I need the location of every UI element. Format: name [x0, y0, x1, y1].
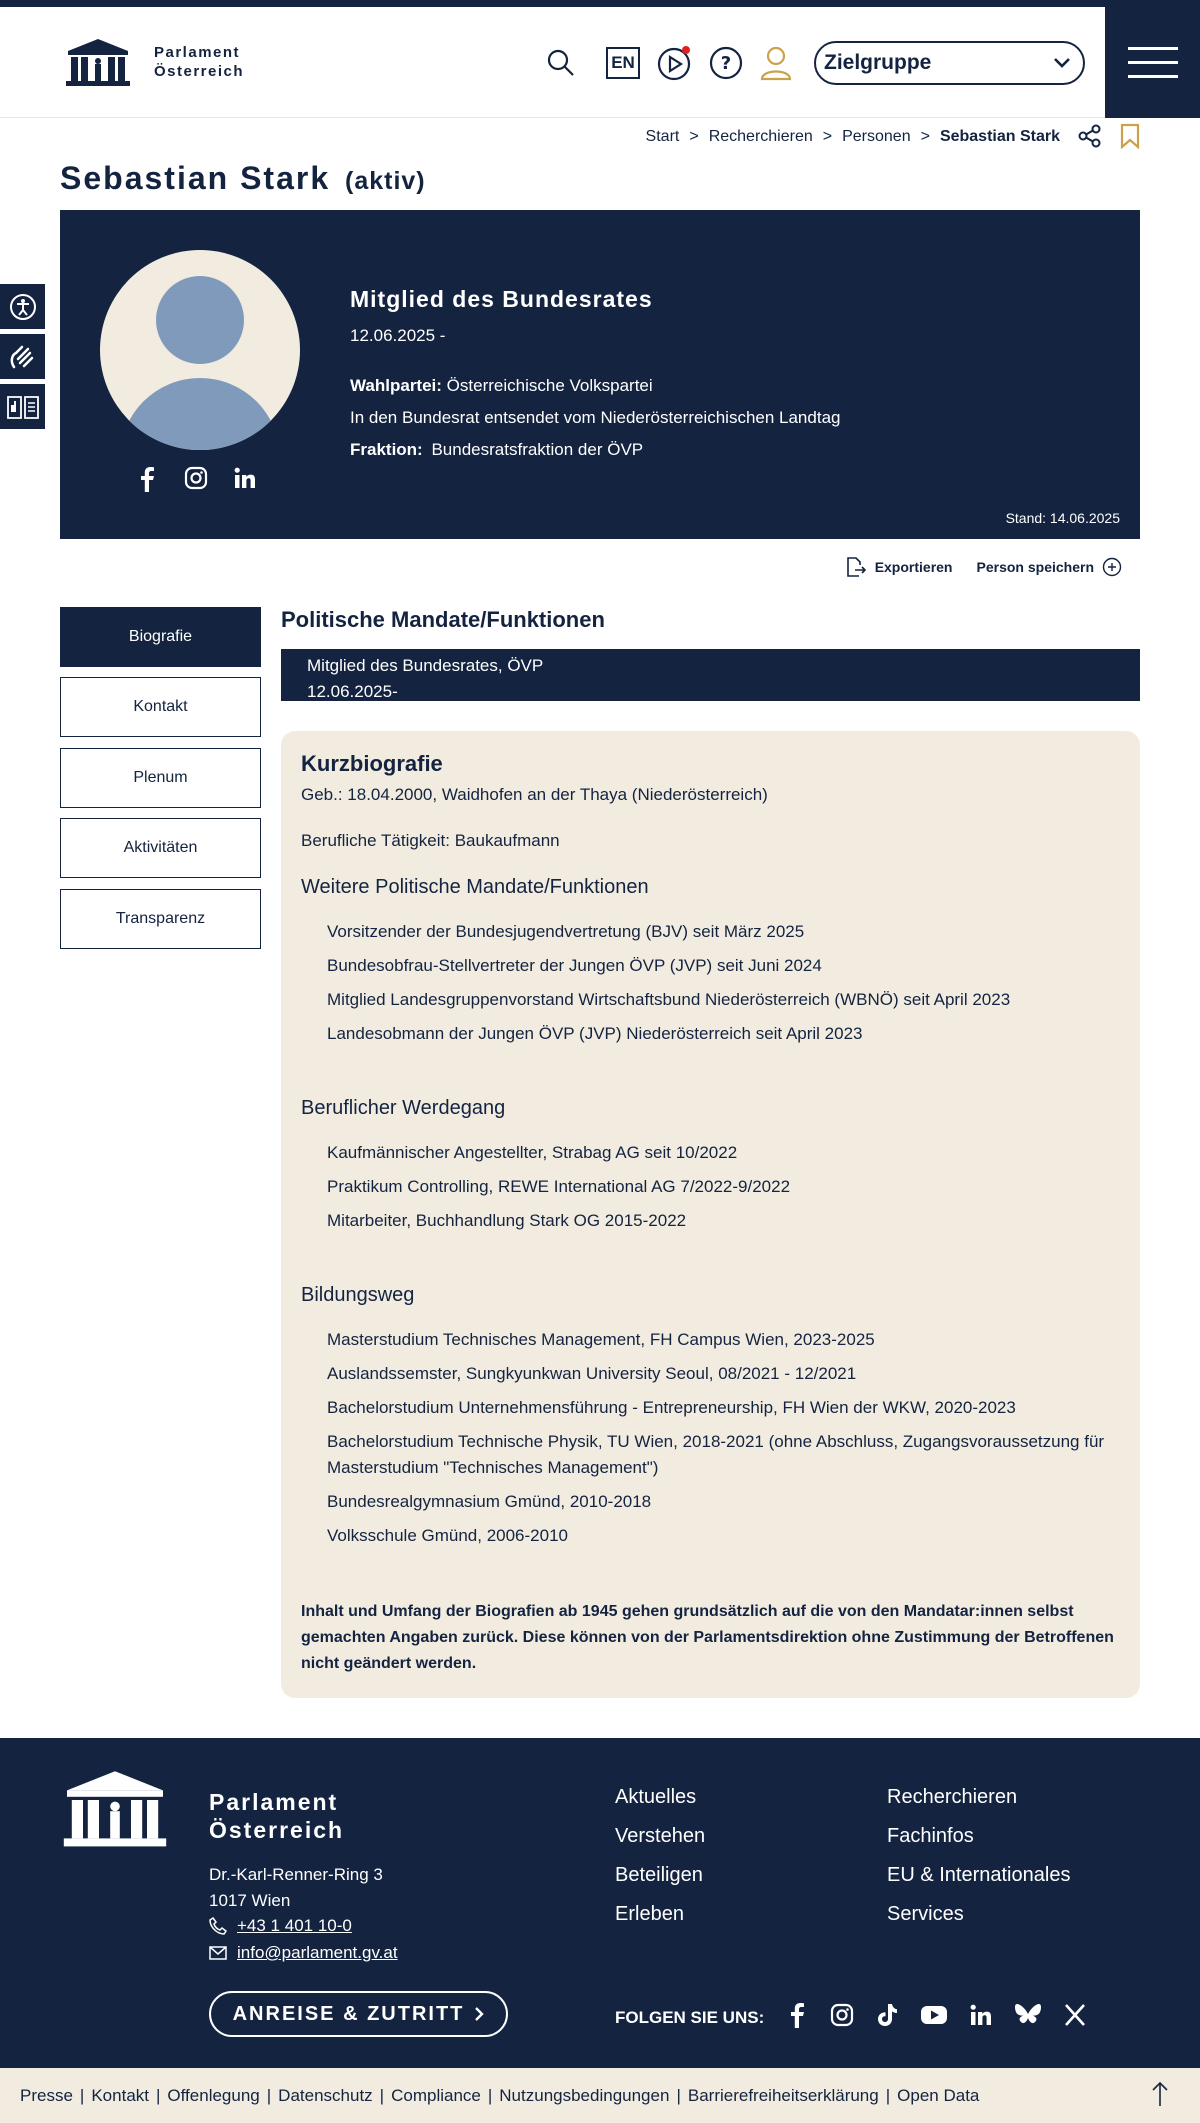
bio-disclaimer: Inhalt und Umfang der Biografien ab 1945 gehen grundsätzlich auf die von den Mandatar:innen selbst gemachten Angaben zurück. Diese können von der Parlamentsdirektion ohne Zustimmung der Betroffenen nicht geändert werden. [301, 1603, 1114, 1672]
breadcrumb-personen[interactable]: Personen [842, 128, 911, 145]
separator: | [379, 2085, 385, 2105]
mandate-date: 12.06.2025- [307, 682, 398, 701]
bildung-heading: Bildungsweg [301, 1284, 415, 1306]
save-person-button[interactable] [977, 557, 1123, 577]
list-item: Mitglied Landesgruppenvorstand Wirtschaftsbund Niederösterreich (WBNÖ) seit April 2023 [327, 990, 1011, 1009]
page-title [60, 160, 426, 197]
tab-kontakt[interactable]: Kontakt [60, 677, 261, 737]
werdegang-heading: Beruflicher Werdegang [301, 1097, 506, 1119]
chevron-right-icon [474, 2006, 484, 2022]
breadcrumb-recherchieren[interactable]: Recherchieren [708, 128, 813, 145]
list-item: Auslandssemster, Sungkyunkwan University Seoul, 08/2021 - 12/2021 [327, 1364, 857, 1383]
person-name: Sebastian Stark [60, 160, 331, 196]
phone-icon [209, 1917, 227, 1935]
profile-stand: Stand: 14.06.2025 [1005, 510, 1120, 526]
search-icon [546, 48, 576, 78]
footer-link-recherchieren[interactable]: Recherchieren [887, 1786, 1018, 1808]
user-account-button[interactable] [756, 43, 796, 83]
footer-link-eu-internationales[interactable]: EU & Internationales [887, 1864, 1071, 1886]
zielgruppe-select[interactable] [814, 41, 1085, 85]
mandate-item [281, 649, 1140, 701]
fraktion-value: Bundesratsfraktion der ÖVP [431, 440, 644, 459]
footer-link-erleben[interactable]: Erleben [615, 1903, 684, 1925]
facebook-icon[interactable] [785, 2002, 809, 2028]
link-nutzungsbedingungen[interactable]: Nutzungsbedingungen [499, 2085, 670, 2105]
zielgruppe-label: Zielgruppe [824, 51, 932, 74]
link-kontakt[interactable]: Kontakt [91, 2085, 149, 2105]
footer-name [209, 1788, 344, 1844]
bio-heading: Kurzbiografie [301, 751, 443, 776]
list-item: Praktikum Controlling, REWE International AG 7/2022-9/2022 [327, 1177, 791, 1196]
mail-icon [209, 1946, 227, 1960]
profile-wahlpartei [350, 376, 653, 396]
footer-email-link[interactable] [209, 1943, 398, 1963]
help-button[interactable] [706, 43, 746, 83]
separator: | [885, 2085, 891, 2105]
weitere-mandate-heading: Weitere Politische Mandate/Funktionen [301, 876, 649, 898]
user-icon [759, 45, 793, 81]
list-item: Bachelorstudium Technische Physik, TU Wien, 2018-2021 (ohne Abschluss, Zugangsvoraussetzung für Masterstudium "Technisches Management") [327, 1432, 1105, 1477]
list-item: Bundesobfrau-Stellvertreter der Jungen ÖVP (JVP) seit Juni 2024 [327, 956, 822, 975]
link-barrierefreiheit[interactable]: Barrierefreiheitserklärung [687, 2085, 879, 2105]
plus-circle-icon [1102, 557, 1122, 577]
tab-plenum[interactable]: Plenum [60, 748, 261, 808]
breadcrumb-start[interactable]: Start [645, 128, 680, 145]
kurzbiografie-box [281, 731, 1140, 1698]
logo-line-2: Österreich [154, 63, 245, 80]
link-compliance[interactable]: Compliance [391, 2085, 481, 2105]
separator: | [156, 2085, 161, 2105]
mandate-heading: Politische Mandate/Funktionen [281, 607, 605, 632]
follow-label: FOLGEN SIE UNS: [615, 2008, 765, 2027]
share-icon [1078, 124, 1102, 148]
footer-link-aktuelles[interactable]: Aktuelles [615, 1786, 697, 1808]
tiktok-icon[interactable] [875, 2002, 899, 2028]
bookmark-button[interactable] [1120, 123, 1140, 154]
footer-phone: +43 1 401 10-0 [237, 1916, 352, 1935]
anreise-button[interactable] [209, 1991, 508, 2037]
legal-links-bar [0, 2068, 1200, 2123]
logo-text [154, 43, 244, 81]
breadcrumb-separator: > [920, 128, 930, 145]
person-actions [845, 556, 1122, 578]
footer-address-street: Dr.-Karl-Renner-Ring 3 [209, 1865, 383, 1884]
sign-language-button[interactable] [0, 334, 45, 379]
menu-button[interactable] [1105, 7, 1200, 118]
bluesky-icon[interactable] [1014, 2003, 1042, 2027]
language-icon: EN [606, 47, 640, 79]
site-header [0, 7, 1200, 118]
chevron-down-icon [1053, 57, 1071, 69]
footer-name-line-2: Österreich [209, 1817, 345, 1843]
footer-phone-link[interactable] [209, 1916, 352, 1936]
avatar-head [156, 276, 244, 364]
profile-fraktion [350, 440, 643, 460]
top-stripe [0, 0, 1200, 7]
back-to-top-button[interactable] [1150, 2080, 1170, 2113]
bio-birth: Geb.: 18.04.2000, Waidhofen an der Thaya (Niederösterreich) [301, 785, 768, 804]
breadcrumb [646, 128, 1060, 146]
language-button[interactable] [603, 43, 643, 83]
linkedin-icon[interactable] [969, 2003, 993, 2027]
accessibility-button[interactable] [0, 284, 45, 329]
export-icon [845, 556, 867, 578]
parliament-logo-icon [64, 37, 132, 87]
link-open-data[interactable]: Open Data [897, 2085, 980, 2105]
media-play-icon [656, 44, 694, 82]
accessibility-icon [9, 293, 37, 321]
footer-socials [785, 2002, 1087, 2028]
link-offenlegung[interactable]: Offenlegung [167, 2085, 260, 2105]
list-item: Mitarbeiter, Buchhandlung Stark OG 2015-2022 [327, 1211, 687, 1230]
profile-date: 12.06.2025 - [350, 326, 446, 345]
site-logo-link[interactable] [64, 37, 244, 87]
avatar-body [120, 378, 280, 450]
list-item: Bachelorstudium Unternehmensführung - Entrepreneurship, FH Wien der WKW, 2020-2023 [327, 1398, 1016, 1417]
breadcrumb-current: Sebastian Stark [939, 128, 1060, 145]
bookmark-icon [1120, 123, 1140, 149]
save-person-label: Person speichern [976, 559, 1094, 575]
list-item: Vorsitzender der Bundesjugendvertretung (BJV) seit März 2025 [327, 922, 805, 941]
youtube-icon[interactable] [920, 2004, 948, 2026]
separator: | [487, 2085, 493, 2105]
footer-link-services[interactable]: Services [887, 1903, 964, 1925]
menu-icon [1128, 47, 1178, 50]
tab-transparenz[interactable]: Transparenz [60, 889, 261, 949]
menu-icon-bar [1128, 61, 1178, 64]
parliament-logo-icon [60, 1768, 170, 1848]
wahlpartei-value: Österreichische Volkspartei [446, 376, 653, 395]
bio-occupation: Berufliche Tätigkeit: Baukaufmann [301, 831, 560, 850]
easy-language-icon [6, 394, 40, 420]
sign-language-icon [8, 343, 38, 371]
footer-link-fachinfos[interactable]: Fachinfos [887, 1825, 974, 1847]
separator: | [266, 2085, 272, 2105]
breadcrumb-separator: > [689, 128, 699, 145]
footer-name-line-1: Parlament [209, 1789, 339, 1815]
profile-card [60, 210, 1140, 539]
easy-language-button[interactable] [0, 384, 45, 429]
search-button[interactable] [541, 43, 581, 83]
instagram-icon[interactable] [184, 466, 208, 490]
site-footer [0, 1738, 1200, 2068]
list-item: Bundesrealgymnasium Gmünd, 2010-2018 [327, 1492, 652, 1511]
link-datenschutz[interactable]: Datenschutz [278, 2085, 373, 2105]
export-button[interactable] [845, 556, 953, 578]
linkedin-icon[interactable] [233, 466, 257, 490]
wahlpartei-label: Wahlpartei: [350, 376, 442, 395]
menu-icon-bar [1128, 75, 1178, 78]
person-status: (aktiv) [345, 167, 426, 195]
footer-address-city: 1017 Wien [209, 1891, 291, 1910]
footer-link-verstehen[interactable]: Verstehen [615, 1825, 706, 1847]
list-item: Landesobmann der Jungen ÖVP (JVP) Niederösterreich seit April 2023 [327, 1024, 863, 1043]
list-item: Masterstudium Technisches Management, FH Campus Wien, 2023-2025 [327, 1330, 875, 1349]
share-button[interactable] [1078, 124, 1102, 153]
export-label: Exportieren [874, 559, 953, 575]
x-icon[interactable] [1063, 2003, 1087, 2027]
tab-aktivitaeten[interactable]: Aktivitäten [60, 818, 261, 878]
separator: | [676, 2085, 681, 2105]
instagram-icon[interactable] [830, 2003, 854, 2027]
link-presse[interactable]: Presse [20, 2085, 73, 2105]
separator: | [79, 2085, 85, 2105]
help-icon [708, 45, 744, 81]
logo-line-1: Parlament [154, 44, 241, 61]
arrow-up-icon [1150, 2080, 1170, 2108]
profile-socials [135, 466, 257, 492]
footer-link-beteiligen[interactable]: Beteiligen [615, 1864, 703, 1886]
profile-role: Mitglied des Bundesrates [350, 286, 653, 312]
media-button[interactable] [655, 43, 695, 83]
mandate-title: Mitglied des Bundesrates, ÖVP [307, 656, 544, 675]
profile-entsendet: In den Bundesrat entsendet vom Niederösterreichischen Landtag [350, 408, 841, 427]
footer-email: info@parlament.gv.at [237, 1943, 398, 1962]
svg-text:?: ? [720, 53, 732, 74]
avatar [100, 250, 300, 450]
tab-biografie[interactable]: Biografie [60, 607, 261, 667]
list-item: Kaufmännischer Angestellter, Strabag AG seit 10/2022 [327, 1143, 738, 1162]
anreise-label: ANREISE & ZUTRITT [232, 2002, 465, 2025]
facebook-icon[interactable] [135, 466, 159, 492]
fraktion-label: Fraktion: [350, 440, 423, 459]
breadcrumb-separator: > [822, 128, 833, 145]
list-item: Volksschule Gmünd, 2006-2010 [327, 1526, 568, 1545]
